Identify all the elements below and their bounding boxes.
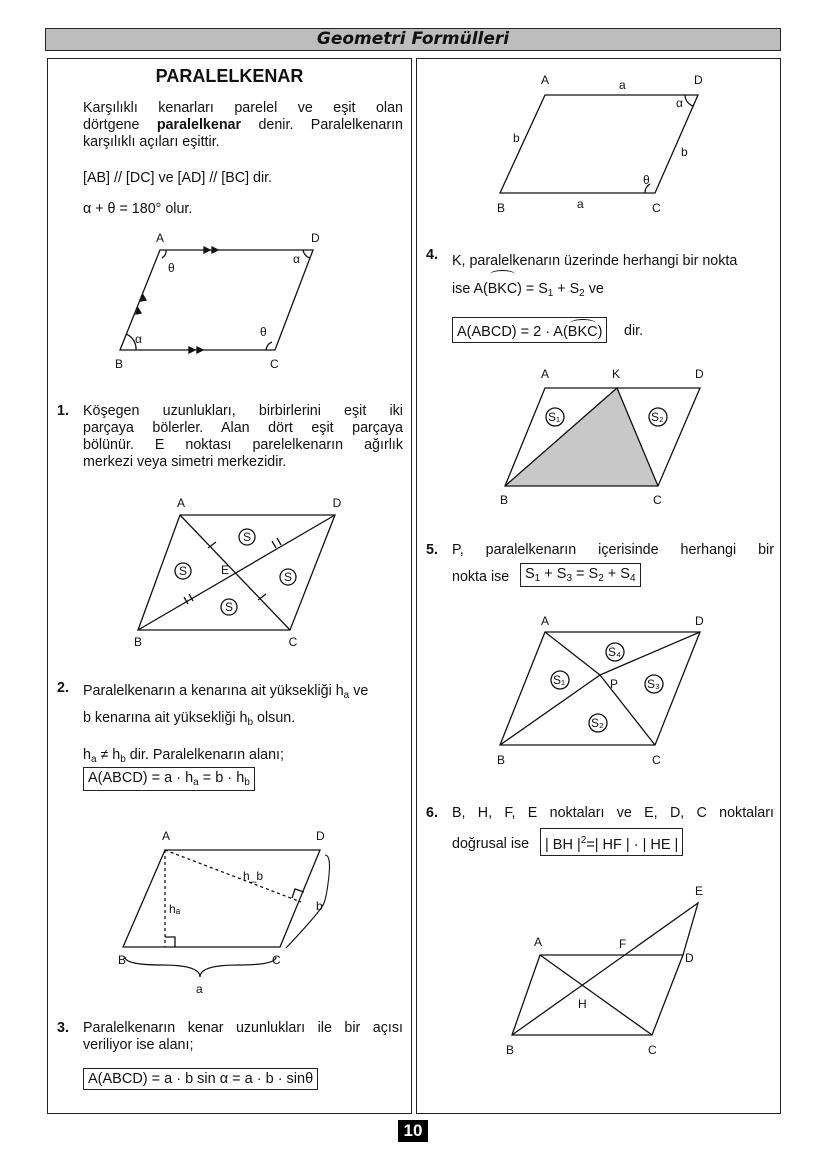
item-number: 3.	[57, 1020, 69, 1036]
text-line: karşılıklı açıları eşittir.	[83, 134, 220, 150]
subscript: a	[343, 690, 350, 701]
text: = b · h	[198, 770, 245, 786]
parallelogram	[500, 95, 698, 193]
label-d: D	[695, 614, 704, 628]
angle-hat-text: BKC	[488, 275, 517, 303]
label-side-b: b	[316, 899, 323, 913]
subscript: 2	[579, 288, 585, 299]
region-s3: S₃	[647, 677, 660, 691]
lines-be-ac	[512, 903, 698, 1035]
theta-label: θ	[260, 325, 267, 339]
text: dir.	[624, 323, 644, 339]
text-line: P, paralelkenarın içerisinde herhangi bir	[452, 542, 774, 558]
label-a: A	[541, 73, 550, 87]
label-c: C	[270, 357, 279, 371]
text-line: Karşılıklı kenarları parelel ve eşit olan	[83, 100, 403, 116]
side-b: b	[681, 145, 688, 159]
height-hb	[165, 850, 301, 902]
text: + S	[603, 566, 630, 582]
subscript: b	[244, 777, 250, 788]
item-number: 4.	[426, 247, 438, 263]
label-hb: h_b	[243, 869, 264, 883]
text: A(ABCD) = 2 · A(	[457, 324, 568, 340]
subscript: 3	[566, 573, 572, 584]
region-s: S	[224, 600, 234, 614]
region-s: S	[178, 564, 188, 578]
label-c: C	[652, 753, 661, 767]
label-a: A	[176, 496, 186, 510]
text: denir. Paralelkenarın	[241, 117, 403, 133]
text-line: parçaya bölerler. Alan dört eşit parçaya	[83, 420, 403, 436]
item-number: 6.	[426, 805, 438, 821]
text: S	[525, 566, 535, 582]
text: ve	[349, 683, 369, 699]
text-line: K, paralelkenarın üzerinde herhangi bir nokta	[452, 253, 738, 269]
subscript: 1	[547, 288, 554, 299]
item-number: 2.	[57, 680, 69, 696]
subscript: 4	[629, 573, 636, 584]
side-b: b	[513, 131, 520, 145]
label-a: A	[541, 367, 550, 381]
text-line: bölünür. E noktası parelelkenarın ağırlık	[83, 437, 403, 453]
text: doğrusal ise	[452, 836, 530, 852]
text: ve	[584, 281, 604, 297]
text: dörtgene	[83, 117, 157, 133]
region-s: S	[283, 570, 293, 584]
section-title: PARALELKENAR	[155, 66, 304, 86]
label-e: E	[695, 884, 704, 898]
label-a: A	[534, 935, 543, 949]
label-c: C	[652, 201, 661, 215]
label-b: B	[115, 357, 124, 371]
region-s1: S₁	[548, 410, 561, 424]
label-d: D	[332, 496, 342, 510]
brace-a	[125, 957, 276, 977]
parallel-arrow-marks	[136, 247, 218, 353]
subscript: a	[90, 754, 97, 765]
text: h	[83, 747, 91, 763]
alpha-label: α	[135, 332, 142, 346]
label-b: B	[506, 1043, 515, 1057]
page-number: 10	[398, 1120, 428, 1142]
superscript: 2	[580, 835, 587, 846]
text: ise A(	[452, 281, 488, 297]
side-a: a	[577, 197, 584, 211]
text: nokta ise	[452, 569, 510, 585]
text: + S	[540, 566, 567, 582]
region-s2: S₂	[591, 716, 604, 730]
text: ) = S	[517, 281, 548, 297]
text-line: Köşegen uzunlukları, birbirlerini eşit iki	[83, 403, 403, 419]
alpha-label: α	[293, 252, 300, 266]
page-header: Geometri Formülleri	[45, 28, 781, 51]
angle-hat-text: BKC	[567, 324, 598, 340]
diagram-interior-point	[497, 614, 704, 767]
text: ≠ h	[96, 747, 121, 763]
region-s4: S₄	[608, 645, 621, 659]
text: =| HF | · | HE |	[586, 836, 679, 853]
diagram-sides-angles	[497, 73, 703, 215]
alpha-label: α	[676, 96, 683, 110]
label-ha: hₐ	[169, 902, 181, 916]
label-c: C	[653, 493, 662, 507]
diagram-parallelogram-angles	[115, 231, 320, 371]
label-h: H	[578, 997, 587, 1011]
text: Paralelkenarın a kenarına ait yüksekliği h	[83, 683, 344, 699]
subscript: 2	[598, 573, 604, 584]
label-b: B	[497, 201, 506, 215]
subscript: b	[247, 717, 254, 728]
text: A(ABCD) = a · h	[88, 770, 194, 786]
item-number: 5.	[426, 542, 438, 558]
region-s1: S₁	[553, 673, 566, 687]
region-s: S	[242, 530, 252, 544]
label-c: C	[648, 1043, 657, 1057]
label-b: B	[133, 635, 143, 649]
text: )	[597, 324, 603, 340]
label-a: A	[156, 231, 165, 245]
label-d: D	[316, 829, 325, 843]
text-line: Paralelkenarın kenar uzunlukları ile bir açısı	[83, 1020, 403, 1036]
text: + S	[553, 281, 580, 297]
text: b kenarına ait yüksekliği h	[83, 710, 248, 726]
shaded-triangle	[505, 388, 658, 486]
angle-sum: α + θ = 180° olur.	[83, 201, 193, 217]
label-b: B	[497, 753, 506, 767]
label-e: E	[220, 563, 230, 577]
area-formula-sine: A(ABCD) = a · b sin α = a · b · sinθ	[83, 1068, 318, 1090]
label-d: D	[695, 367, 704, 381]
item-number: 1.	[57, 403, 69, 419]
label-a: A	[541, 614, 550, 628]
subscript: 1	[534, 573, 541, 584]
label-c: C	[272, 953, 281, 967]
label-b: B	[500, 493, 509, 507]
text: dir. Paralelkenarın alanı;	[125, 747, 284, 763]
label-c: C	[288, 635, 298, 649]
text: olsun.	[253, 710, 296, 726]
angle-arcs	[645, 95, 693, 193]
label-p: P	[610, 677, 619, 691]
diagram-diagonals	[134, 496, 342, 649]
subscript: b	[120, 754, 126, 765]
brace-b	[286, 855, 330, 948]
diagonal-bd	[138, 515, 335, 630]
text-line: veriliyor ise alanı;	[83, 1037, 194, 1053]
label-d: D	[311, 231, 320, 245]
parallel-statement: [AB] // [DC] ve [AD] // [BC] dir.	[83, 170, 273, 186]
label-k: K	[612, 367, 621, 381]
side-a: a	[619, 78, 626, 92]
diagram-triangle-bkc	[500, 367, 704, 507]
label-d: D	[694, 73, 703, 87]
subscript: a	[193, 777, 199, 788]
theta-label: θ	[643, 173, 650, 187]
label-side-a: a	[196, 982, 203, 996]
text: | BH |	[545, 836, 581, 853]
diagram-collinear	[506, 884, 703, 1057]
text-line: merkezi veya simetri merkezidir.	[83, 454, 287, 470]
text: = S	[572, 566, 599, 582]
text-line: B, H, F, E noktaları ve E, D, C noktaları	[452, 805, 774, 821]
parallelogram	[512, 955, 683, 1035]
parallelogram	[120, 250, 313, 350]
region-s2: S₂	[651, 410, 664, 424]
label-b: B	[118, 953, 127, 967]
label-a: A	[162, 829, 171, 843]
label-d: D	[685, 951, 694, 965]
theta-label: θ	[168, 261, 175, 275]
label-f: F	[619, 937, 627, 951]
term-bold: paralelkenar	[156, 117, 242, 133]
diagram-heights	[118, 829, 330, 996]
